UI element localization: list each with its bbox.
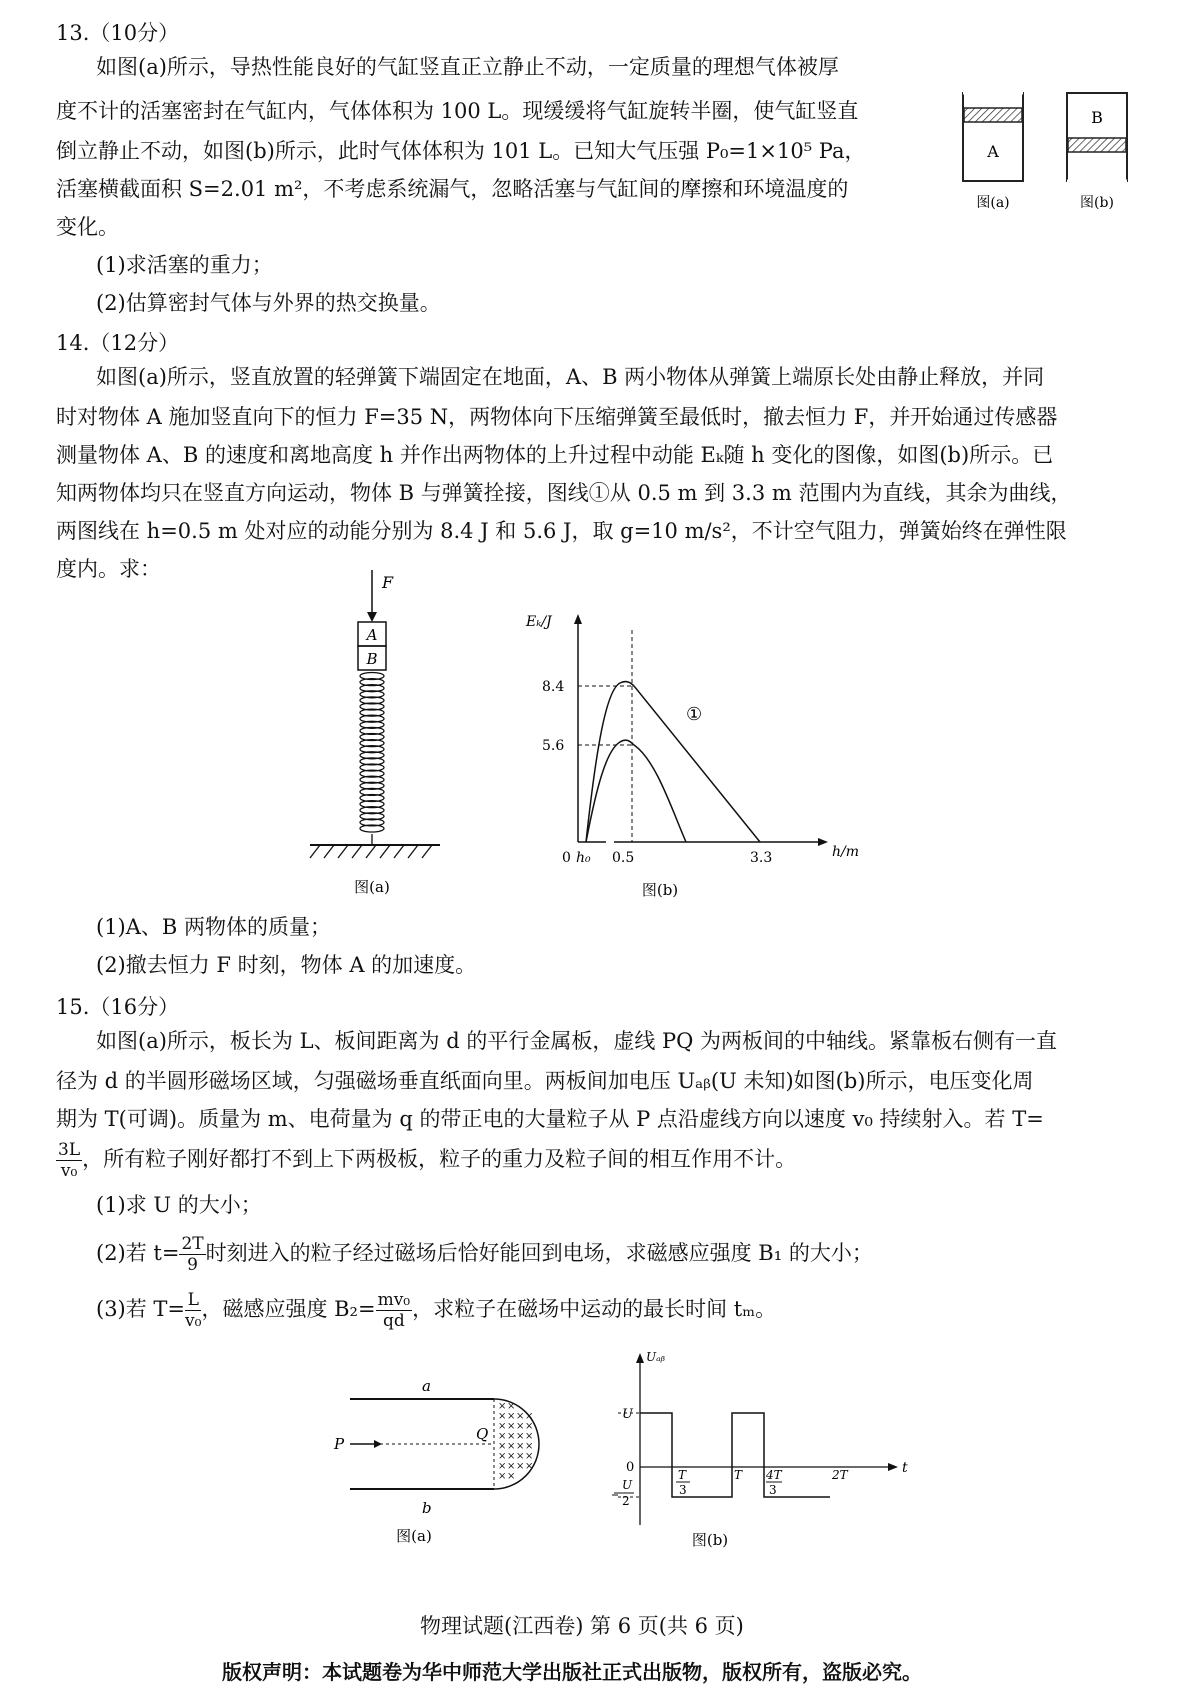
q15-t1-num: T [678, 1468, 687, 1482]
field-cross: × [507, 1431, 516, 1442]
q15-y-axis-label: Uₐᵦ [646, 1350, 665, 1364]
q15-sub-3: (3)若 T= $\frac{L}{\text{v₀}}$ ，磁感应强度 B₂= $\frac{\text{mv₀}}{qd}$ ，求粒子在磁场中运动的最长时间 tₘ。 [96, 1290, 777, 1331]
q14-line-6: 度内。求： [56, 557, 161, 581]
q14-curve-1 [586, 682, 760, 842]
q13-cylinder-figure [955, 85, 1185, 225]
q15-waveform [640, 1413, 830, 1497]
q15-number: 15.（16分） [56, 995, 180, 1019]
q14-curve-2 [586, 740, 686, 842]
q13-sub-2: (2)估算密封气体与外界的热交换量。 [96, 291, 441, 315]
field-cross: × [498, 1411, 507, 1422]
field-cross: × [507, 1451, 516, 1462]
q15-frac-mv0-qd: $\frac{\text{mv₀}}{qd}$ [377, 1290, 411, 1331]
q15-neg-u-den: 2 [622, 1494, 630, 1508]
q15-label-q: Q [476, 1425, 489, 1443]
q15-fig-a-caption: 图(a) [396, 1527, 432, 1545]
q15-neg-u-num: U [622, 1478, 633, 1492]
q15-line-4: $\frac{3L}{\text{v₀}}$ ，所有粒子刚好都打不到上下两极板，粒子的重力及粒子间的相互作用不计。 [58, 1140, 797, 1181]
q15-x-axis-label: t [902, 1460, 908, 1476]
q14-x-tick-33: 3.3 [750, 850, 773, 866]
q14-fig-b-caption: 图(b) [641, 881, 679, 899]
q15-t2: T [734, 1468, 743, 1482]
q14-block-a-label: A [366, 626, 378, 644]
q13-line-1: 如图(a)所示，导热性能良好的气缸竖直正立静止不动，一定质量的理想气体被厚 [96, 55, 839, 79]
field-cross: × [507, 1441, 516, 1452]
q15-field-crosses [498, 1401, 533, 1482]
field-cross: × [498, 1471, 507, 1482]
q15-line-3: 期为 T(可调)。质量为 m、电荷量为 q 的带正电的大量粒子从 P 点沿虚线方向以速度 v₀ 持续射入。若 T= [56, 1107, 1044, 1131]
field-cross: × [498, 1421, 507, 1432]
q13-line-3: 倒立静止不动，如图(b)所示，此时气体体积为 101 L。已知大气压强 P₀=1×10⁵ Pa， [56, 139, 866, 163]
q14-ek-graph [520, 610, 920, 900]
field-cross: × [498, 1441, 507, 1452]
q14-spring-figure [300, 560, 500, 900]
q14-sub-2: (2)撤去恒力 F 时刻，物体 A 的加速度。 [96, 953, 477, 977]
q15-line-2: 径为 d 的半圆形磁场区域，匀强磁场垂直纸面向里。两板间加电压 Uₐᵦ(U 未知)如图(b)所示，电压变化周 [56, 1069, 1034, 1093]
q15-plates-figure [330, 1365, 590, 1545]
q13-gas-a-label: A [987, 142, 999, 161]
field-cross: × [525, 1461, 534, 1472]
q14-x-axis-label: h/m [832, 844, 860, 860]
q13-fig-b-caption: 图(b) [1080, 195, 1114, 211]
field-cross: × [525, 1441, 534, 1452]
q13-fig-a-caption: 图(a) [976, 195, 1010, 211]
q13-number: 13.（10分） [56, 21, 180, 45]
field-cross: × [507, 1401, 516, 1412]
field-cross: × [516, 1461, 525, 1472]
q15-t4: 2T [832, 1468, 848, 1482]
q14-number: 14.（12分） [56, 331, 180, 355]
field-cross: × [516, 1421, 525, 1432]
q15-zero-label: 0 [626, 1460, 635, 1475]
q14-sub-1: (1)A、B 两物体的质量； [96, 915, 332, 939]
q14-curve-label: ① [686, 704, 703, 725]
q15-frac-3l-v0: $\frac{3L}{\text{v₀}}$ [58, 1140, 81, 1181]
q15-frac-2t-9: $\frac{2T}{9}$ [181, 1234, 204, 1275]
q14-line-3: 测量物体 A、B 的速度和离地高度 h 并作出两物体的上升过程中动能 Eₖ随 h 变化的图像，如图(b)所示。已 [56, 443, 1054, 467]
q14-y-tick-56: 5.6 [542, 738, 565, 754]
field-cross: × [498, 1461, 507, 1472]
q15-label-a: a [422, 1377, 431, 1395]
q13-gas-b-label: B [1091, 108, 1103, 127]
field-cross: × [525, 1421, 534, 1432]
q15-u-label: U [622, 1407, 633, 1422]
q14-line-5: 两图线在 h=0.5 m 处对应的动能分别为 8.4 J 和 5.6 J，取 g=10 m/s²，不计空气阻力，弹簧始终在弹性限 [56, 519, 1067, 543]
q13-line-2: 度不计的活塞密封在气缸内，气体体积为 100 L。现缓缓将气缸旋转半圈，使气缸竖直 [56, 99, 859, 123]
field-cross: × [516, 1441, 525, 1452]
q14-fig-a-caption: 图(a) [354, 878, 390, 896]
q15-t3-den: 3 [769, 1483, 777, 1497]
copyright-notice: 版权声明：本试题卷为华中师范大学出版社正式出版物，版权所有，盗版必究。 [222, 1660, 922, 1684]
q14-origin: 0 [562, 850, 571, 866]
q13-piston-b [1068, 138, 1126, 152]
q15-sub-1: (1)求 U 的大小； [96, 1193, 262, 1217]
q13-line-4: 活塞横截面积 S=2.01 m²，不考虑系统漏气，忽略活塞与气缸间的摩擦和环境温度的 [56, 177, 849, 201]
q14-y-tick-84: 8.4 [542, 679, 565, 695]
field-cross: × [516, 1431, 525, 1442]
q13-line-5: 变化。 [56, 215, 119, 239]
q15-label-b: b [422, 1499, 432, 1517]
q15-label-p: P [334, 1435, 345, 1453]
q14-force-label: F [382, 573, 394, 592]
q14-line-2: 时对物体 A 施加竖直向下的恒力 F=35 N，两物体向下压缩弹簧至最低时，撤去恒力 F，并开始通过传感器 [56, 405, 1058, 429]
field-cross: × [516, 1451, 525, 1462]
field-cross: × [507, 1461, 516, 1472]
q14-line-4: 知两物体均只在竖直方向运动，物体 B 与弹簧拴接，图线①从 0.5 m 到 3.3 m 范围内为直线，其余为曲线， [56, 481, 1072, 505]
field-cross: × [516, 1411, 525, 1422]
field-cross: × [507, 1421, 516, 1432]
q15-sub-2: (2)若 t= $\frac{2T}{9}$ 时刻进入的粒子经过磁场后恰好能回到电场，求磁感应强度 B₁ 的大小； [96, 1234, 873, 1275]
q14-line-1: 如图(a)所示，竖直放置的轻弹簧下端固定在地面，A、B 两小物体从弹簧上端原长处由静止释放，并同 [96, 365, 1045, 389]
field-cross: × [507, 1471, 516, 1482]
q15-fig-b-caption: 图(b) [691, 1531, 729, 1549]
q14-h0: h₀ [576, 850, 591, 866]
q15-t3-num: 4T [766, 1468, 782, 1482]
q15-frac-l-v0: $\frac{L}{\text{v₀}}$ [185, 1290, 202, 1331]
q15-t1-den: 3 [679, 1483, 687, 1497]
q14-y-axis-label: Eₖ/J [526, 614, 552, 630]
q15-line-1: 如图(a)所示，板长为 L、板间距离为 d 的平行金属板，虚线 PQ 为两板间的中轴线。紧靠板右侧有一直 [96, 1029, 1058, 1053]
field-cross: × [525, 1451, 534, 1462]
q15-voltage-graph [600, 1345, 920, 1555]
field-cross: × [507, 1411, 516, 1422]
field-cross: × [498, 1451, 507, 1462]
field-cross: × [525, 1411, 534, 1422]
q13-piston-a [964, 108, 1022, 122]
q14-x-tick-05: 0.5 [612, 850, 635, 866]
q13-sub-1: (1)求活塞的重力； [96, 253, 273, 277]
q14-block-b-label: B [366, 650, 378, 668]
page-footer: 物理试题(江西卷) 第 6 页(共 6 页) [420, 1614, 744, 1638]
field-cross: × [498, 1401, 507, 1412]
field-cross: × [498, 1431, 507, 1442]
field-cross: × [525, 1431, 534, 1442]
